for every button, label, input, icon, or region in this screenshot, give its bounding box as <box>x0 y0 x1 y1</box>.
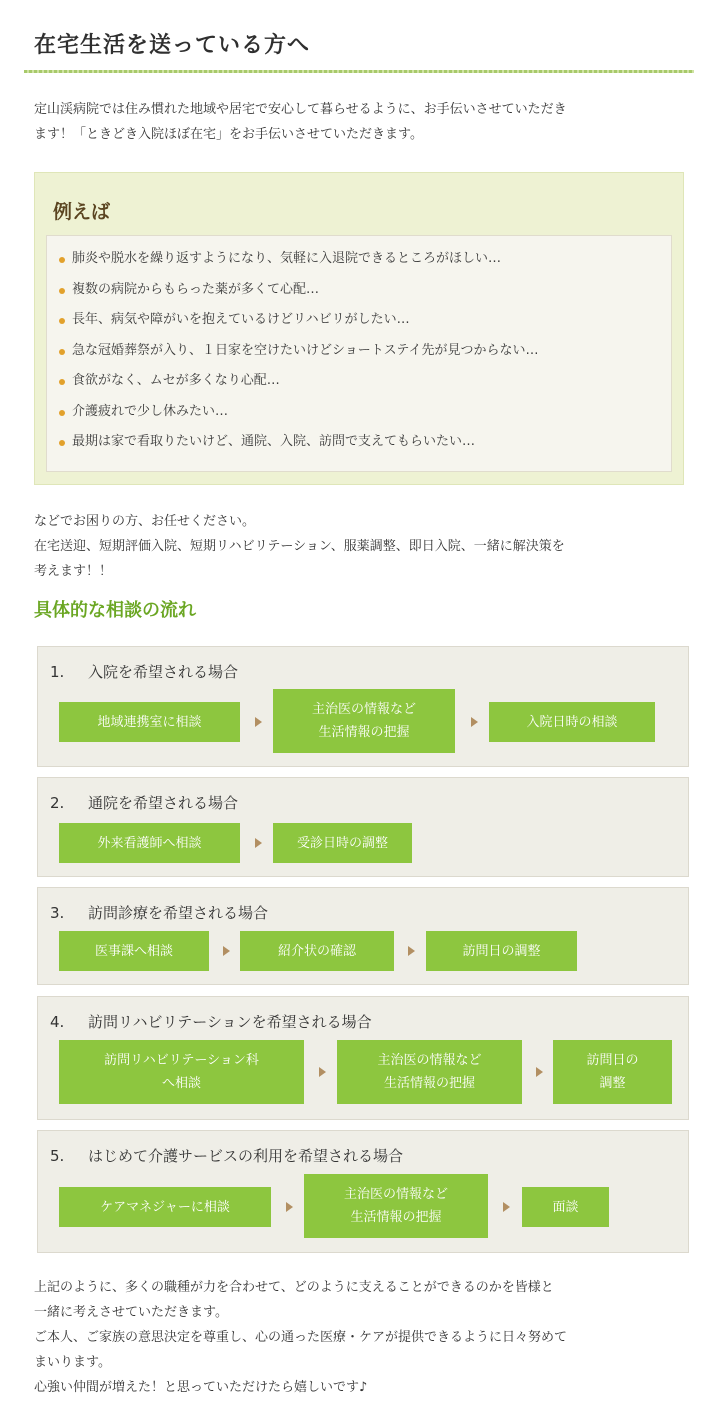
middle-paragraph <box>34 509 694 584</box>
flow-box-text: 紹介状の確認 <box>277 943 356 959</box>
example-text: 長年、病気や障がいを抱えているけどリハビリがしたい… <box>72 312 410 327</box>
example-item <box>47 305 671 336</box>
intro-line: ます！「ときどき入院ほぼ在宅」をお手伝いさせていただきます。 <box>34 127 423 142</box>
flow-box-text: 訪問日の <box>586 1053 639 1068</box>
flow-box-text: 医事課へ相談 <box>94 943 173 959</box>
step-heading <box>50 792 238 813</box>
intro-paragraph <box>34 97 694 147</box>
example-item <box>47 366 671 397</box>
flow-box-text: 生活情報の把握 <box>383 1076 475 1091</box>
examples-list <box>47 244 671 458</box>
closing-line: 上記のように、多くの職種が力を合わせて、どのように支えることができるのかを皆様と <box>34 1280 554 1295</box>
flow-box <box>304 1174 488 1238</box>
bullet-dot <box>59 349 65 355</box>
step-heading <box>50 1145 403 1166</box>
flow-box <box>240 931 394 971</box>
middle-line: などでお困りの方、お任せください。 <box>34 514 256 529</box>
flow-box <box>59 702 240 742</box>
middle-line: 在宅送迎、短期評価入院、短期リハビリテーション、服薬調整、即日入院、一緒に解決策を <box>34 539 565 554</box>
flow-box-text: 生活情報の把握 <box>350 1210 442 1225</box>
flow-box <box>59 1040 304 1104</box>
closing-line: まいります。 <box>34 1355 111 1370</box>
example-item <box>47 427 671 458</box>
flow-box <box>59 823 240 863</box>
step-number: 1. <box>50 663 65 681</box>
example-item <box>47 336 671 367</box>
step-number: 4. <box>50 1013 65 1031</box>
flow-box-text: 主治医の情報など <box>311 702 416 717</box>
flow-step-2 <box>37 777 689 877</box>
example-text: 急な冠婚葬祭が入り、１日家を空けたいけどショートステイ先が見つからない… <box>72 342 539 358</box>
flow-step-4 <box>37 996 689 1120</box>
flow-box-text: 入院日時の相談 <box>526 714 618 730</box>
arrow-right-icon <box>255 838 262 848</box>
step-title: 訪問リハビリテーションを希望される場合 <box>88 1013 372 1031</box>
flow-box <box>426 931 577 971</box>
step-number: 2. <box>50 794 65 812</box>
example-text: 最期は家で看取りたいけど、通院、入院、訪問で支えてもらいたい… <box>72 434 476 449</box>
step-heading <box>50 1011 372 1032</box>
step-title: はじめて介護サービスの利用を希望される場合 <box>88 1147 404 1165</box>
arrow-right-icon <box>319 1067 326 1077</box>
step-heading <box>50 661 238 682</box>
title-divider <box>24 70 694 73</box>
arrow-right-icon <box>536 1067 543 1077</box>
example-item <box>47 397 671 428</box>
arrow-right-icon <box>471 717 478 727</box>
closing-line: 心強い仲間が増えた！と思っていただけたら嬉しいです♪ <box>34 1380 368 1395</box>
bullet-dot <box>59 288 65 294</box>
examples-box <box>34 172 684 485</box>
example-text: 肺炎や脱水を繰り返すようになり、気軽に入退院できるところがほしい… <box>72 251 502 266</box>
arrow-right-icon <box>408 946 415 956</box>
step-number: 3. <box>50 904 65 922</box>
step-title: 通院を希望される場合 <box>88 794 239 812</box>
closing-line: ご本人、ご家族の意思決定を尊重し、心の通った医療・ケアが提供できるように日々努めて <box>34 1330 568 1345</box>
flow-box-text: 面談 <box>552 1199 579 1215</box>
flow-box-text: 訪問日の調整 <box>462 943 541 959</box>
flow-box-text: 主治医の情報など <box>377 1053 482 1068</box>
flow-box <box>489 702 655 742</box>
closing-line: 一緒に考えさせていただきます。 <box>34 1305 228 1320</box>
flow-box-text: 地域連携室に相談 <box>97 714 202 730</box>
flow-box <box>273 823 412 863</box>
bullet-dot <box>59 410 65 416</box>
flow-box-text: 受診日時の調整 <box>296 835 388 851</box>
step-number: 5. <box>50 1147 65 1165</box>
example-item <box>47 275 671 306</box>
intro-line: 定山渓病院では住み慣れた地域や居宅で安心して暮らせるように、お手伝いさせていただき <box>34 102 567 117</box>
bullet-dot <box>59 440 65 446</box>
example-text: 複数の病院からもらった薬が多くて心配… <box>72 281 320 297</box>
flow-box <box>59 1187 271 1227</box>
arrow-right-icon <box>223 946 230 956</box>
page-title: 在宅生活を送っている方へ <box>34 33 311 58</box>
example-text: 介護疲れで少し休みたい… <box>72 403 229 419</box>
arrow-right-icon <box>503 1202 510 1212</box>
arrow-right-icon <box>286 1202 293 1212</box>
flow-step-5 <box>37 1130 689 1253</box>
flow-box <box>522 1187 609 1227</box>
flow-box-text: 外来看護師へ相談 <box>97 835 202 851</box>
step-title: 入院を希望される場合 <box>88 663 239 681</box>
example-text: 食欲がなく、ムセが多くなり心配… <box>72 373 280 388</box>
flow-box <box>337 1040 522 1104</box>
closing-paragraph <box>34 1275 694 1400</box>
examples-list-panel <box>46 235 672 472</box>
flow-box-text: へ相談 <box>161 1076 201 1091</box>
arrow-right-icon <box>255 717 262 727</box>
flow-box-text: 訪問リハビリテーション科 <box>104 1053 259 1068</box>
flow-box <box>273 689 455 753</box>
flow-box-text: 調整 <box>599 1076 626 1091</box>
bullet-dot <box>59 318 65 324</box>
flow-box <box>59 931 209 971</box>
middle-line: 考えます！！ <box>34 564 113 579</box>
step-heading <box>50 902 268 923</box>
flow-box-text: 生活情報の把握 <box>318 725 410 740</box>
examples-title: 例えば <box>53 201 111 223</box>
flow-title: 具体的な相談の流れ <box>34 600 196 621</box>
flow-box <box>553 1040 672 1104</box>
flow-step-1 <box>37 646 689 767</box>
bullet-dot <box>59 379 65 385</box>
flow-box-text: ケアマネジャーに相談 <box>100 1199 230 1215</box>
step-title: 訪問診療を希望される場合 <box>88 904 269 922</box>
bullet-dot <box>59 257 65 263</box>
example-item <box>47 244 671 275</box>
flow-box-text: 主治医の情報など <box>343 1187 448 1202</box>
flow-step-3 <box>37 887 689 985</box>
